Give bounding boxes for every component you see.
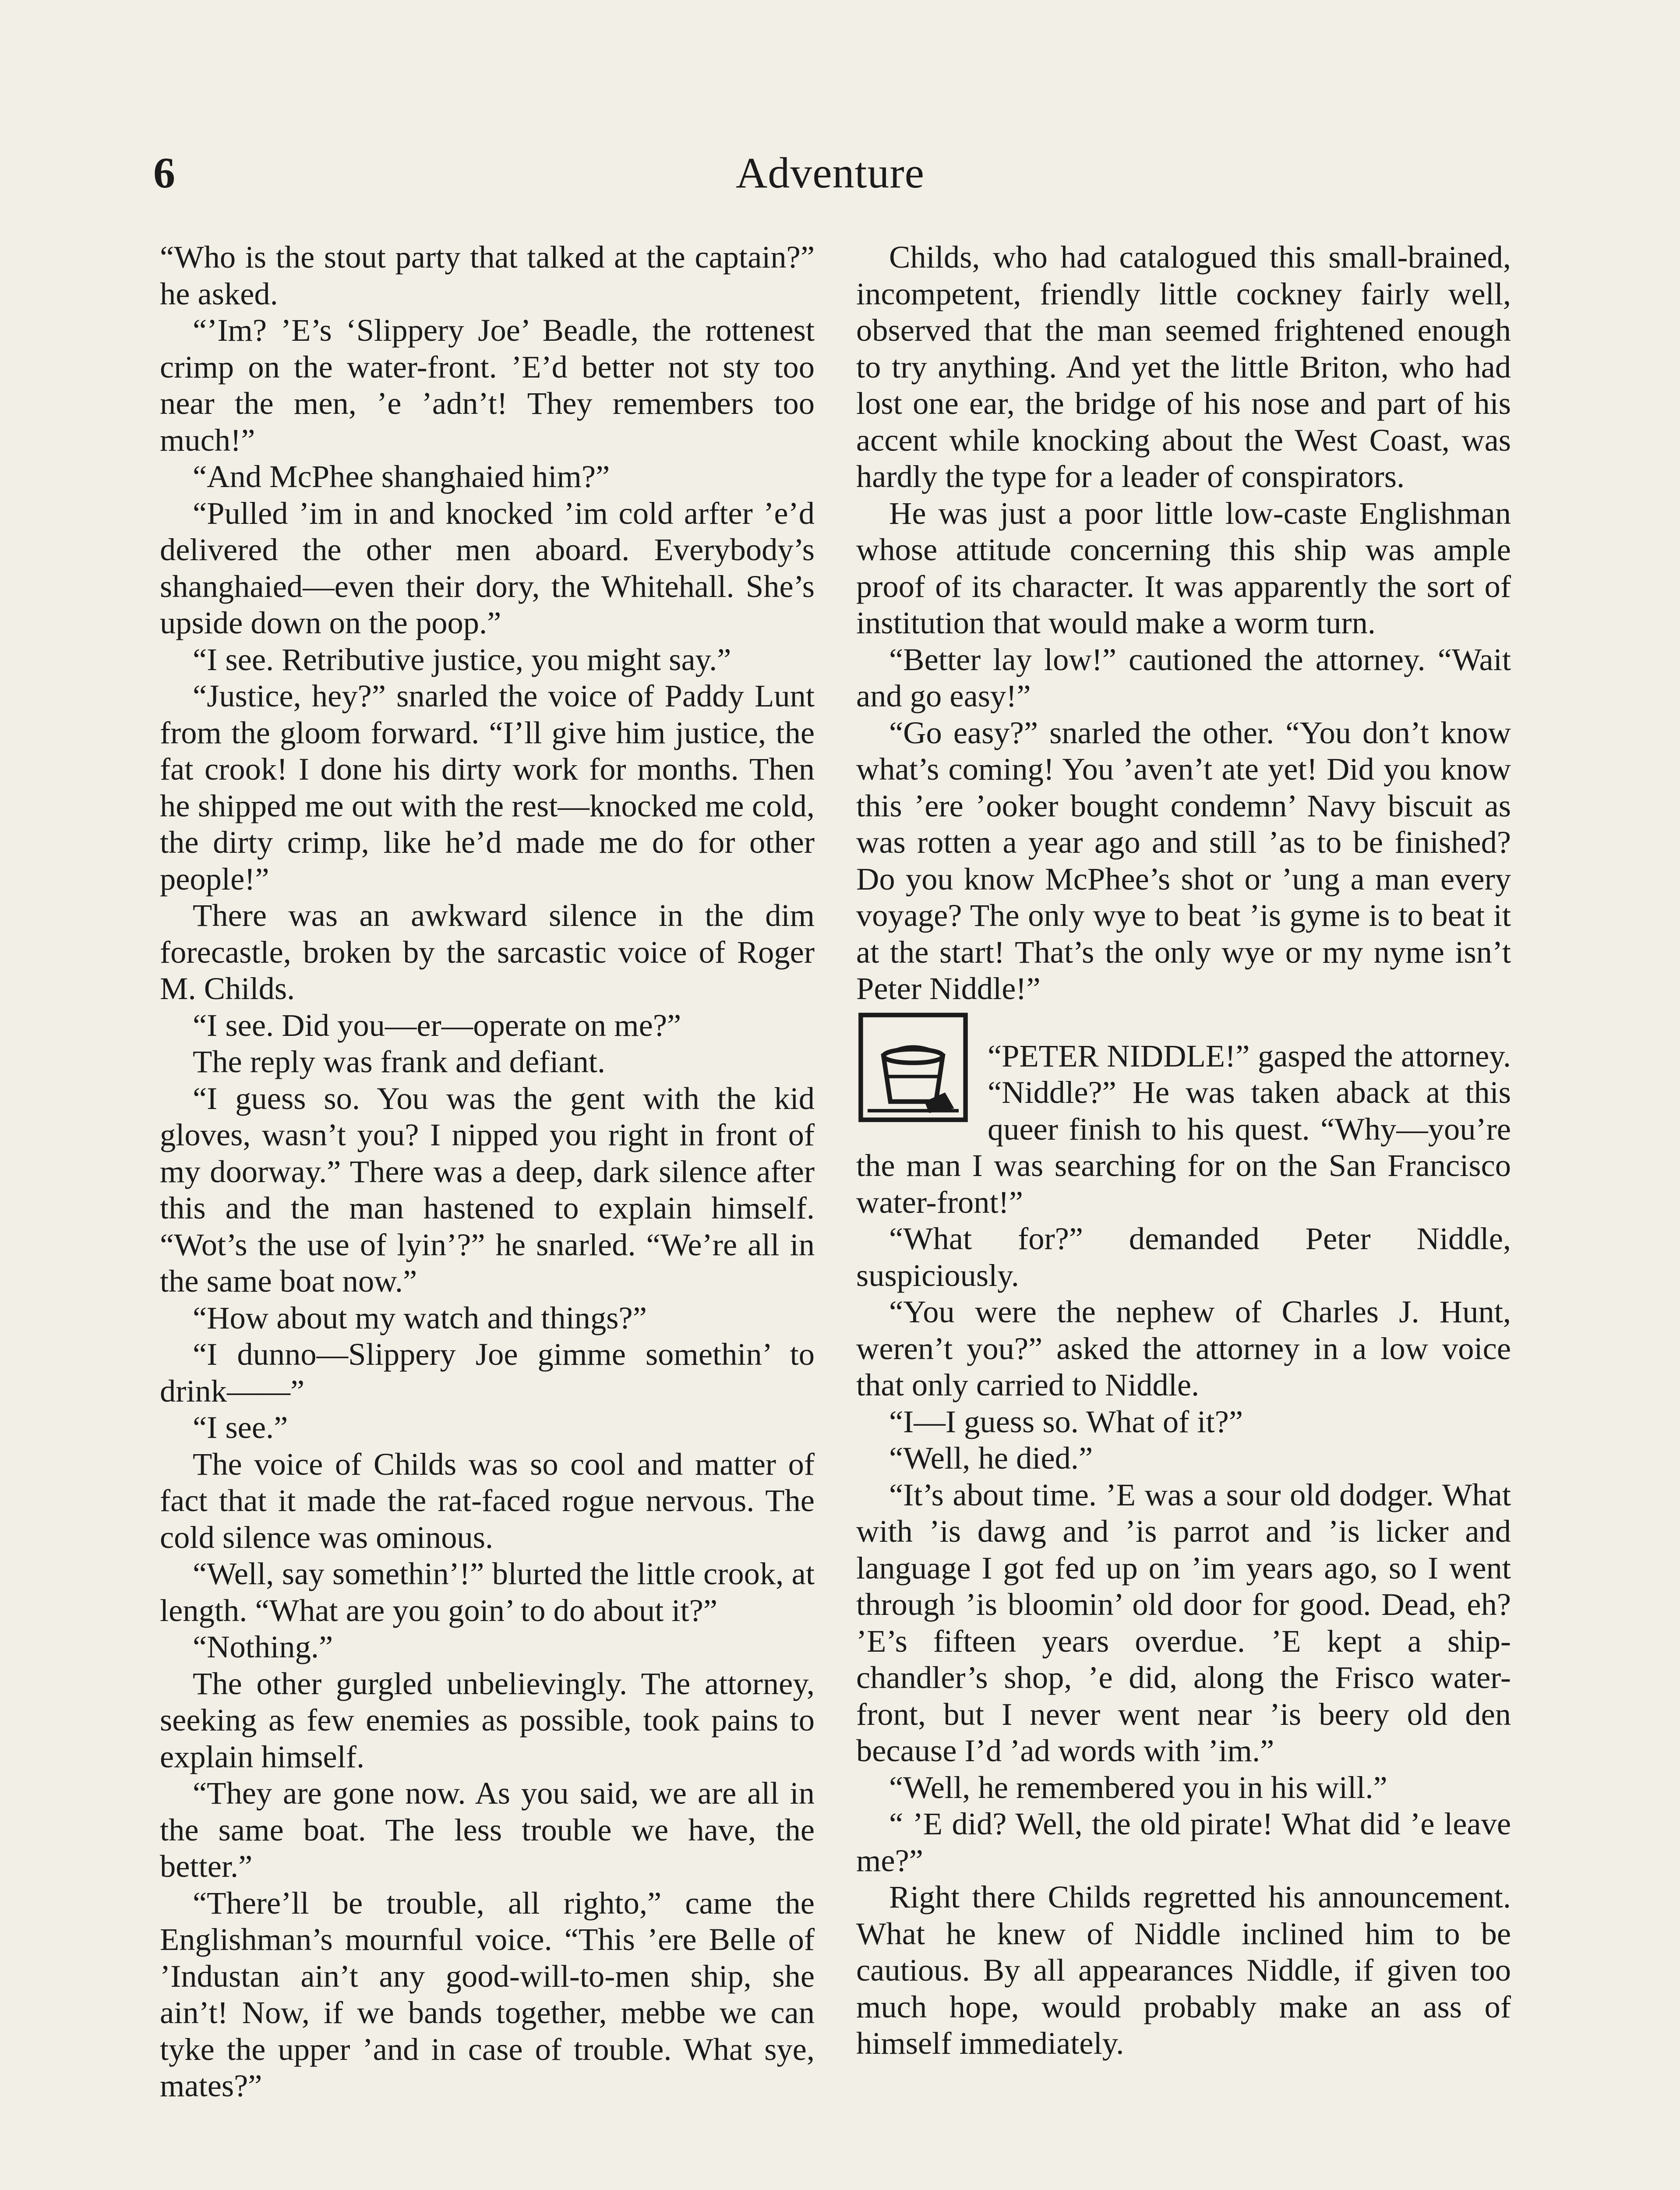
paragraph: “There’ll be trouble, all righto,” came the Englishman’s mournful voice. “This ’ere Belle of ’Industan ain’t any good-will-to-men ship, she ain’t! Now, if we bands together, mebbe we can tyke the upper ’and in case of trouble. What sye, mates?” xyxy=(160,1885,815,2103)
paragraph: “Nothing.” xyxy=(193,1629,333,1664)
paragraph: “What for?” demanded Peter Niddle, suspiciously. xyxy=(856,1221,1511,1293)
paragraph: “Better lay low!” cautioned the attorney. “Wait and go easy!” xyxy=(856,641,1511,714)
paragraph: “I guess so. You was the gent with the kid gloves, wasn’t you? I nipped you right in front of my doorway.” There was a deep, dark silence after this and the man hastened to explain himself. “Wot’s the use of lyin’?” he snarled. “We’re all in the same boat now.” xyxy=(160,1080,815,1299)
paragraph: “How about my watch and things?” xyxy=(193,1300,647,1335)
paragraph: “PETER NIDDLE!” gasped the attorney. “Niddle?” He was taken aback at this queer finish to his quest. “Why—you’re the man I was searching for on the San Francisco water-front!” xyxy=(856,1038,1511,1220)
right-column xyxy=(856,239,1511,2062)
paragraph: “Justice, hey?” snarled the voice of Paddy Lunt from the gloom forward. “I’ll give him justice, the fat crook! I done his dirty work for months. Then he shipped me out with the rest—knocked me cold, the dirty crimp, like he’d made me do for other people!” xyxy=(160,678,815,897)
left-column xyxy=(160,239,815,2104)
paragraph: “ ’E did? Well, the old pirate! What did ’e leave me?” xyxy=(856,1806,1511,1878)
paragraph: “Well, say somethin’!” blurted the little crook, at length. “What are you goin’ to do about it?” xyxy=(160,1556,815,1628)
paragraph: “I—I guess so. What of it?” xyxy=(889,1403,1243,1439)
paragraph: “I see. Retributive justice, you might say.” xyxy=(193,641,731,677)
paragraph: “Go easy?” snarled the other. “You don’t know what’s coming! You ’aven’t ate yet! Did you know this ’ere ’ooker bought condemn’ Navy biscuit as was rotten a year ago and still ’as to be finished? Do you know McPhee’s shot or ’ung a man every voyage? The only wye to beat ’is gyme is to beat it at the start! That’s the only wye or my nyme isn’t Peter Niddle!” xyxy=(856,714,1511,1006)
bucket-icon xyxy=(856,1010,970,1124)
paragraph: Childs, who had catalogued this small-brained, incompetent, friendly little cockney fairly well, observed that the man seemed frightened enough to try anything. And yet the little Briton, who had lost one ear, the bridge of his nose and part of his accent while knocking about the West Coast, was hardly the type for a leader of conspirators. xyxy=(856,239,1511,494)
paragraph: “They are gone now. As you said, we are all in the same boat. The less trouble we have, the better.” xyxy=(160,1775,815,1884)
paragraph: The reply was frank and defiant. xyxy=(193,1044,606,1079)
paragraph: “Well, he remembered you in his will.” xyxy=(889,1769,1387,1805)
paragraph: “’Im? ’E’s ‘Slippery Joe’ Beadle, the rottenest crimp on the water-front. ’E’d better not sty too near the men, ’e ’adn’t! They remembers too much!” xyxy=(160,312,815,458)
paragraph: There was an awkward silence in the dim forecastle, broken by the sarcastic voice of Roger M. Childs. xyxy=(160,897,815,1006)
paragraph: He was just a poor little low-caste Englishman whose attitude concerning this ship was ample proof of its character. It was apparently the sort of institution that would make a worm turn. xyxy=(856,495,1511,640)
paragraph: “Who is the stout party that talked at the captain?” he asked. xyxy=(160,239,815,311)
page-number: 6 xyxy=(153,148,175,197)
paragraph: “Well, he died.” xyxy=(889,1440,1093,1476)
paragraph: The other gurgled unbelievingly. The attorney, seeking as few enemies as possible, took pains to explain himself. xyxy=(160,1665,815,1774)
paragraph: “Pulled ’im in and knocked ’im cold arfter ’e’d delivered the other men aboard. Everybody’s shanghaied—even their dory, the Whitehall. She’s upside down on the poop.” xyxy=(160,495,815,640)
paragraph: “I dunno—Slippery Joe gimme somethin’ to drink——” xyxy=(160,1336,815,1409)
paragraph: Right there Childs regretted his announcement. What he knew of Niddle inclined him to be cautious. By all appearances Niddle, if given too much hope, would probably make an ass of himself immediately. xyxy=(856,1879,1511,2061)
paragraph: “You were the nephew of Charles J. Hunt, weren’t you?” asked the attorney in a low voice that only carried to Niddle. xyxy=(856,1294,1511,1402)
paragraph: “And McPhee shanghaied him?” xyxy=(193,459,610,494)
running-head: Adventure xyxy=(736,148,925,197)
paragraph: “I see.” xyxy=(193,1409,288,1445)
paragraph: “I see. Did you—er—operate on me?” xyxy=(193,1007,681,1043)
paragraph: The voice of Childs was so cool and matter of fact that it made the rat-faced rogue nervous. The cold silence was ominous. xyxy=(160,1446,815,1555)
paragraph: “It’s about time. ’E was a sour old dodger. What with ’is dawg and ’is parrot and ’is licker and language I got fed up on ’im years ago, so I went through ’is bloomin’ old door for good. Dead, eh? ’E’s fifteen years overdue. ’E kept a ship-chandler’s shop, ’e did, along the Frisco water-front, but I never went near ’is beery old den because I’d ’ad words with ’im.” xyxy=(856,1476,1511,1768)
